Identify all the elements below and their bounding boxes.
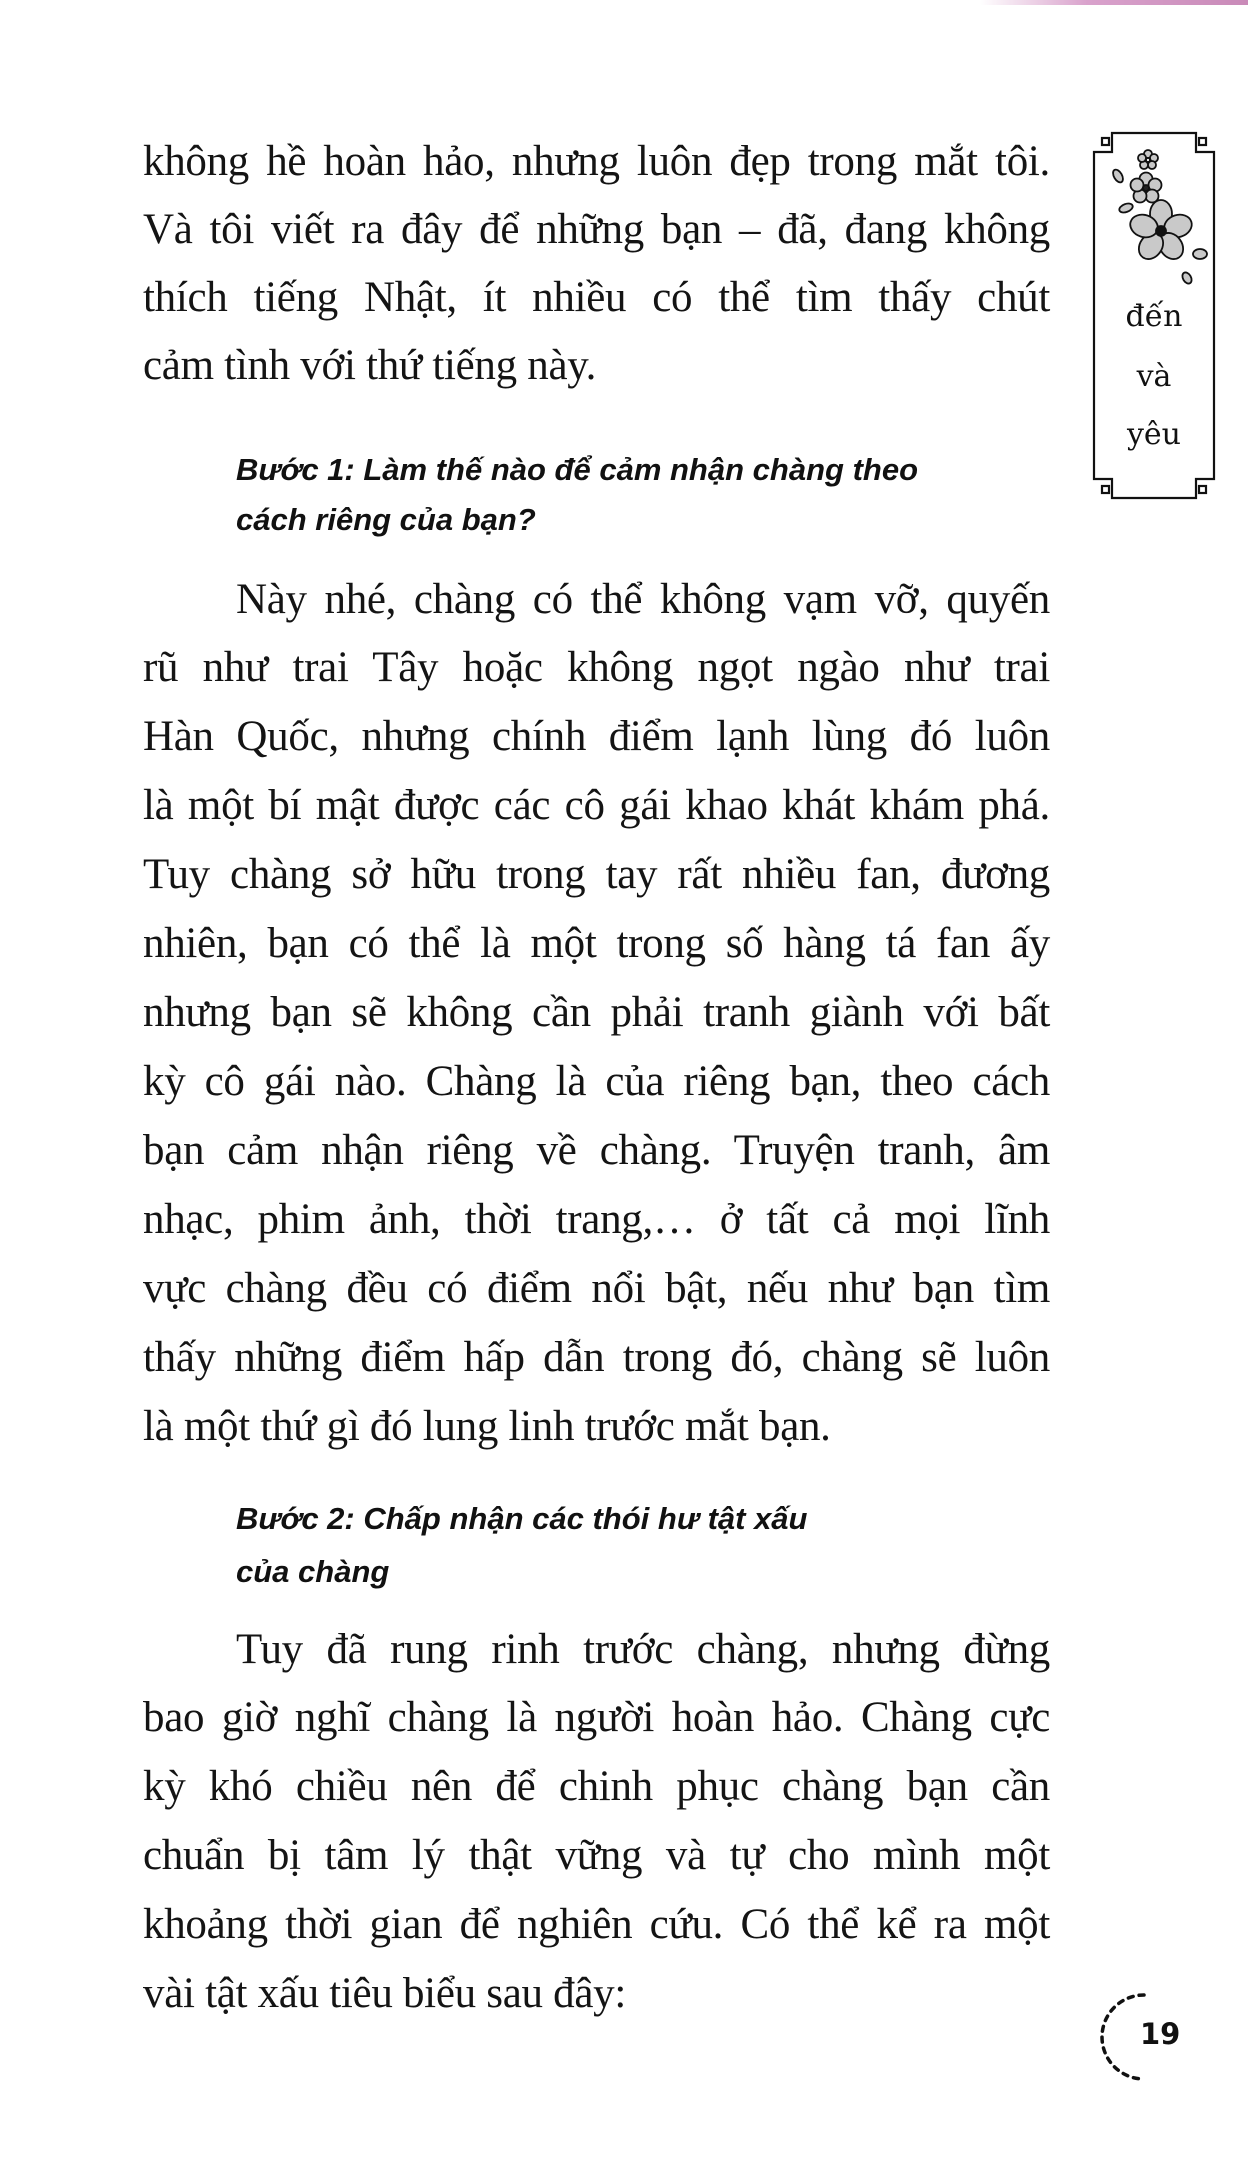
text-line: kỳ khó chiều nên để chinh phục chàng bạn cần	[143, 1763, 1050, 1810]
text-line: không hề hoàn hảo, nhưng luôn đẹp trong mắt tôi.	[143, 138, 1050, 185]
text-line: Hàn Quốc, nhưng chính điểm lạnh lùng đó luôn	[143, 713, 1050, 760]
page-number-badge	[1100, 1985, 1200, 2095]
page-top-edge-tint	[980, 0, 1248, 5]
text-line: vài tật xấu tiêu biểu sau đây:	[143, 1970, 626, 2017]
cherry-blossom-icon	[1111, 150, 1207, 285]
text-line: Tuy đã rung rinh trước chàng, nhưng đừng	[236, 1626, 1050, 1673]
text-line: Này nhé, chàng có thể không vạm vỡ, quyến	[236, 576, 1050, 623]
text-line: là một thứ gì đó lung linh trước mắt bạn.	[143, 1403, 831, 1450]
text-line: khoảng thời gian để nghiên cứu. Có thể kể ra một	[143, 1901, 1050, 1948]
text-line: thích tiếng Nhật, ít nhiều có thể tìm thấy chút	[143, 274, 1050, 321]
text-line: cảm tình với thứ tiếng này.	[143, 342, 597, 389]
side-tab-word: yêu	[1126, 417, 1182, 452]
text-line: nhạc, phim ảnh, thời trang,… ở tất cả mọi lĩnh	[143, 1196, 1050, 1243]
section-heading: của chàng	[236, 1554, 390, 1589]
section-heading: cách riêng của bạn?	[236, 502, 536, 537]
text-line: bao giờ nghĩ chàng là người hoàn hảo. Chàng cực	[143, 1694, 1050, 1741]
text-line: là một bí mật được các cô gái khao khát khám phá.	[143, 782, 1050, 829]
chapter-side-tab	[1088, 128, 1220, 503]
text-line: Tuy chàng sở hữu trong tay rất nhiều fan, đương	[143, 851, 1050, 898]
section-heading: Bước 1: Làm thế nào để cảm nhận chàng theo	[236, 452, 918, 487]
text-line: chuẩn bị tâm lý thật vững và tự cho mình một	[143, 1832, 1050, 1879]
text-line: thấy những điểm hấp dẫn trong đó, chàng sẽ luôn	[143, 1334, 1050, 1381]
text-line: Và tôi viết ra đây để những bạn – đã, đang không	[143, 206, 1050, 253]
page-number: 19	[1140, 2017, 1181, 2051]
text-line: nhưng bạn sẽ không cần phải tranh giành với bất	[143, 989, 1050, 1036]
text-line: bạn cảm nhận riêng về chàng. Truyện tranh, âm	[143, 1127, 1050, 1174]
text-line: nhiên, bạn có thể là một trong số hàng tá fan ấy	[143, 920, 1050, 967]
side-tab-word: đến	[1125, 299, 1183, 334]
text-line: rũ như trai Tây hoặc không ngọt ngào như trai	[143, 644, 1050, 691]
text-line: vực chàng đều có điểm nổi bật, nếu như bạn tìm	[143, 1265, 1050, 1312]
section-heading: Bước 2: Chấp nhận các thói hư tật xấu	[236, 1501, 808, 1536]
text-line: kỳ cô gái nào. Chàng là của riêng bạn, theo cách	[143, 1058, 1050, 1105]
side-tab-word: và	[1136, 359, 1172, 394]
